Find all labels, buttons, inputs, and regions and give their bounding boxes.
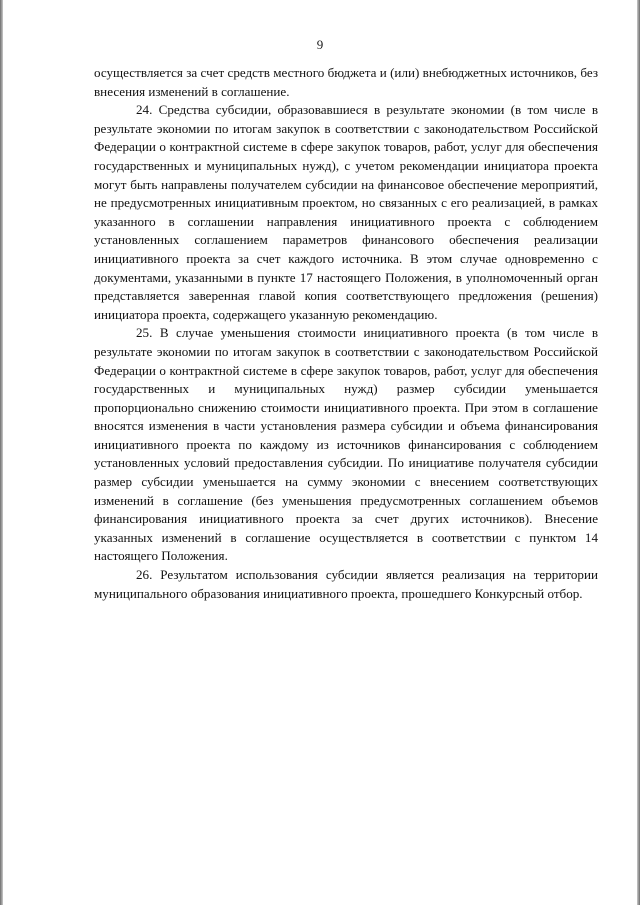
paragraph-25: 25. В случае уменьшения стоимости инициативного проекта (в том числе в результате экономии по итогам закупок в соответствии с законодательством Российской Федерации о контрактной системе в сфере закупок товаров, работ, услуг для обеспечения государственных и муниципальных нужд) размер субсидии уменьшается пропорционально снижению стоимости инициативного проекта. При этом в соглашение вносятся изменения в части установления размера субсидии и объема финансирования инициативного проекта по каждому из источников финансирования с соблюдением установленных условий предоставления субсидии. По инициативе получателя субсидии размер субсидии уменьшается на сумму экономии с внесением соответствующих изменений в соглашение (без уменьшения предусмотренных соглашением объемов финансирования инициативного проекта за счет других источников). Внесение указанных изменений в соглашение осуществляется в соответствии с пунктом 14 настоящего Положения. [94, 325, 598, 564]
document-body [94, 64, 598, 603]
scan-edge-left [0, 0, 3, 905]
paragraph-26: 26. Результатом использования субсидии является реализация на территории муниципального образования инициативного проекта, прошедшего Конкурсный отбор. [94, 567, 598, 601]
page-number: 9 [316, 37, 324, 52]
paragraph-continuation: осуществляется за счет средств местного бюджета и (или) внебюджетных источников, без внесения изменений в соглашение. [94, 65, 598, 99]
paragraph-24: 24. Средства субсидии, образовавшиеся в результате экономии (в том числе в результате экономии по итогам закупок в соответствии с законодательством Российской Федерации о контрактной системе в сфере закупок товаров, работ, услуг для обеспечения государственных и муниципальных нужд), с учетом рекомендации инициатора проекта могут быть направлены получателем субсидии на финансовое обеспечение мероприятий, не предусмотренных инициативным проектом, но связанных с его реализацией, в рамках указанного в соглашении направления инициативного проекта с соблюдением установленных соглашением параметров финансового обеспечения реализации инициативного проекта за счет каждого источника. В этом случае одновременно с документами, указанными в пункте 17 настоящего Положения, в уполномоченный орган представляется заверенная главой копия соответствующего предложения (решения) инициатора проекта, содержащего указанную рекомендацию. [94, 102, 598, 322]
